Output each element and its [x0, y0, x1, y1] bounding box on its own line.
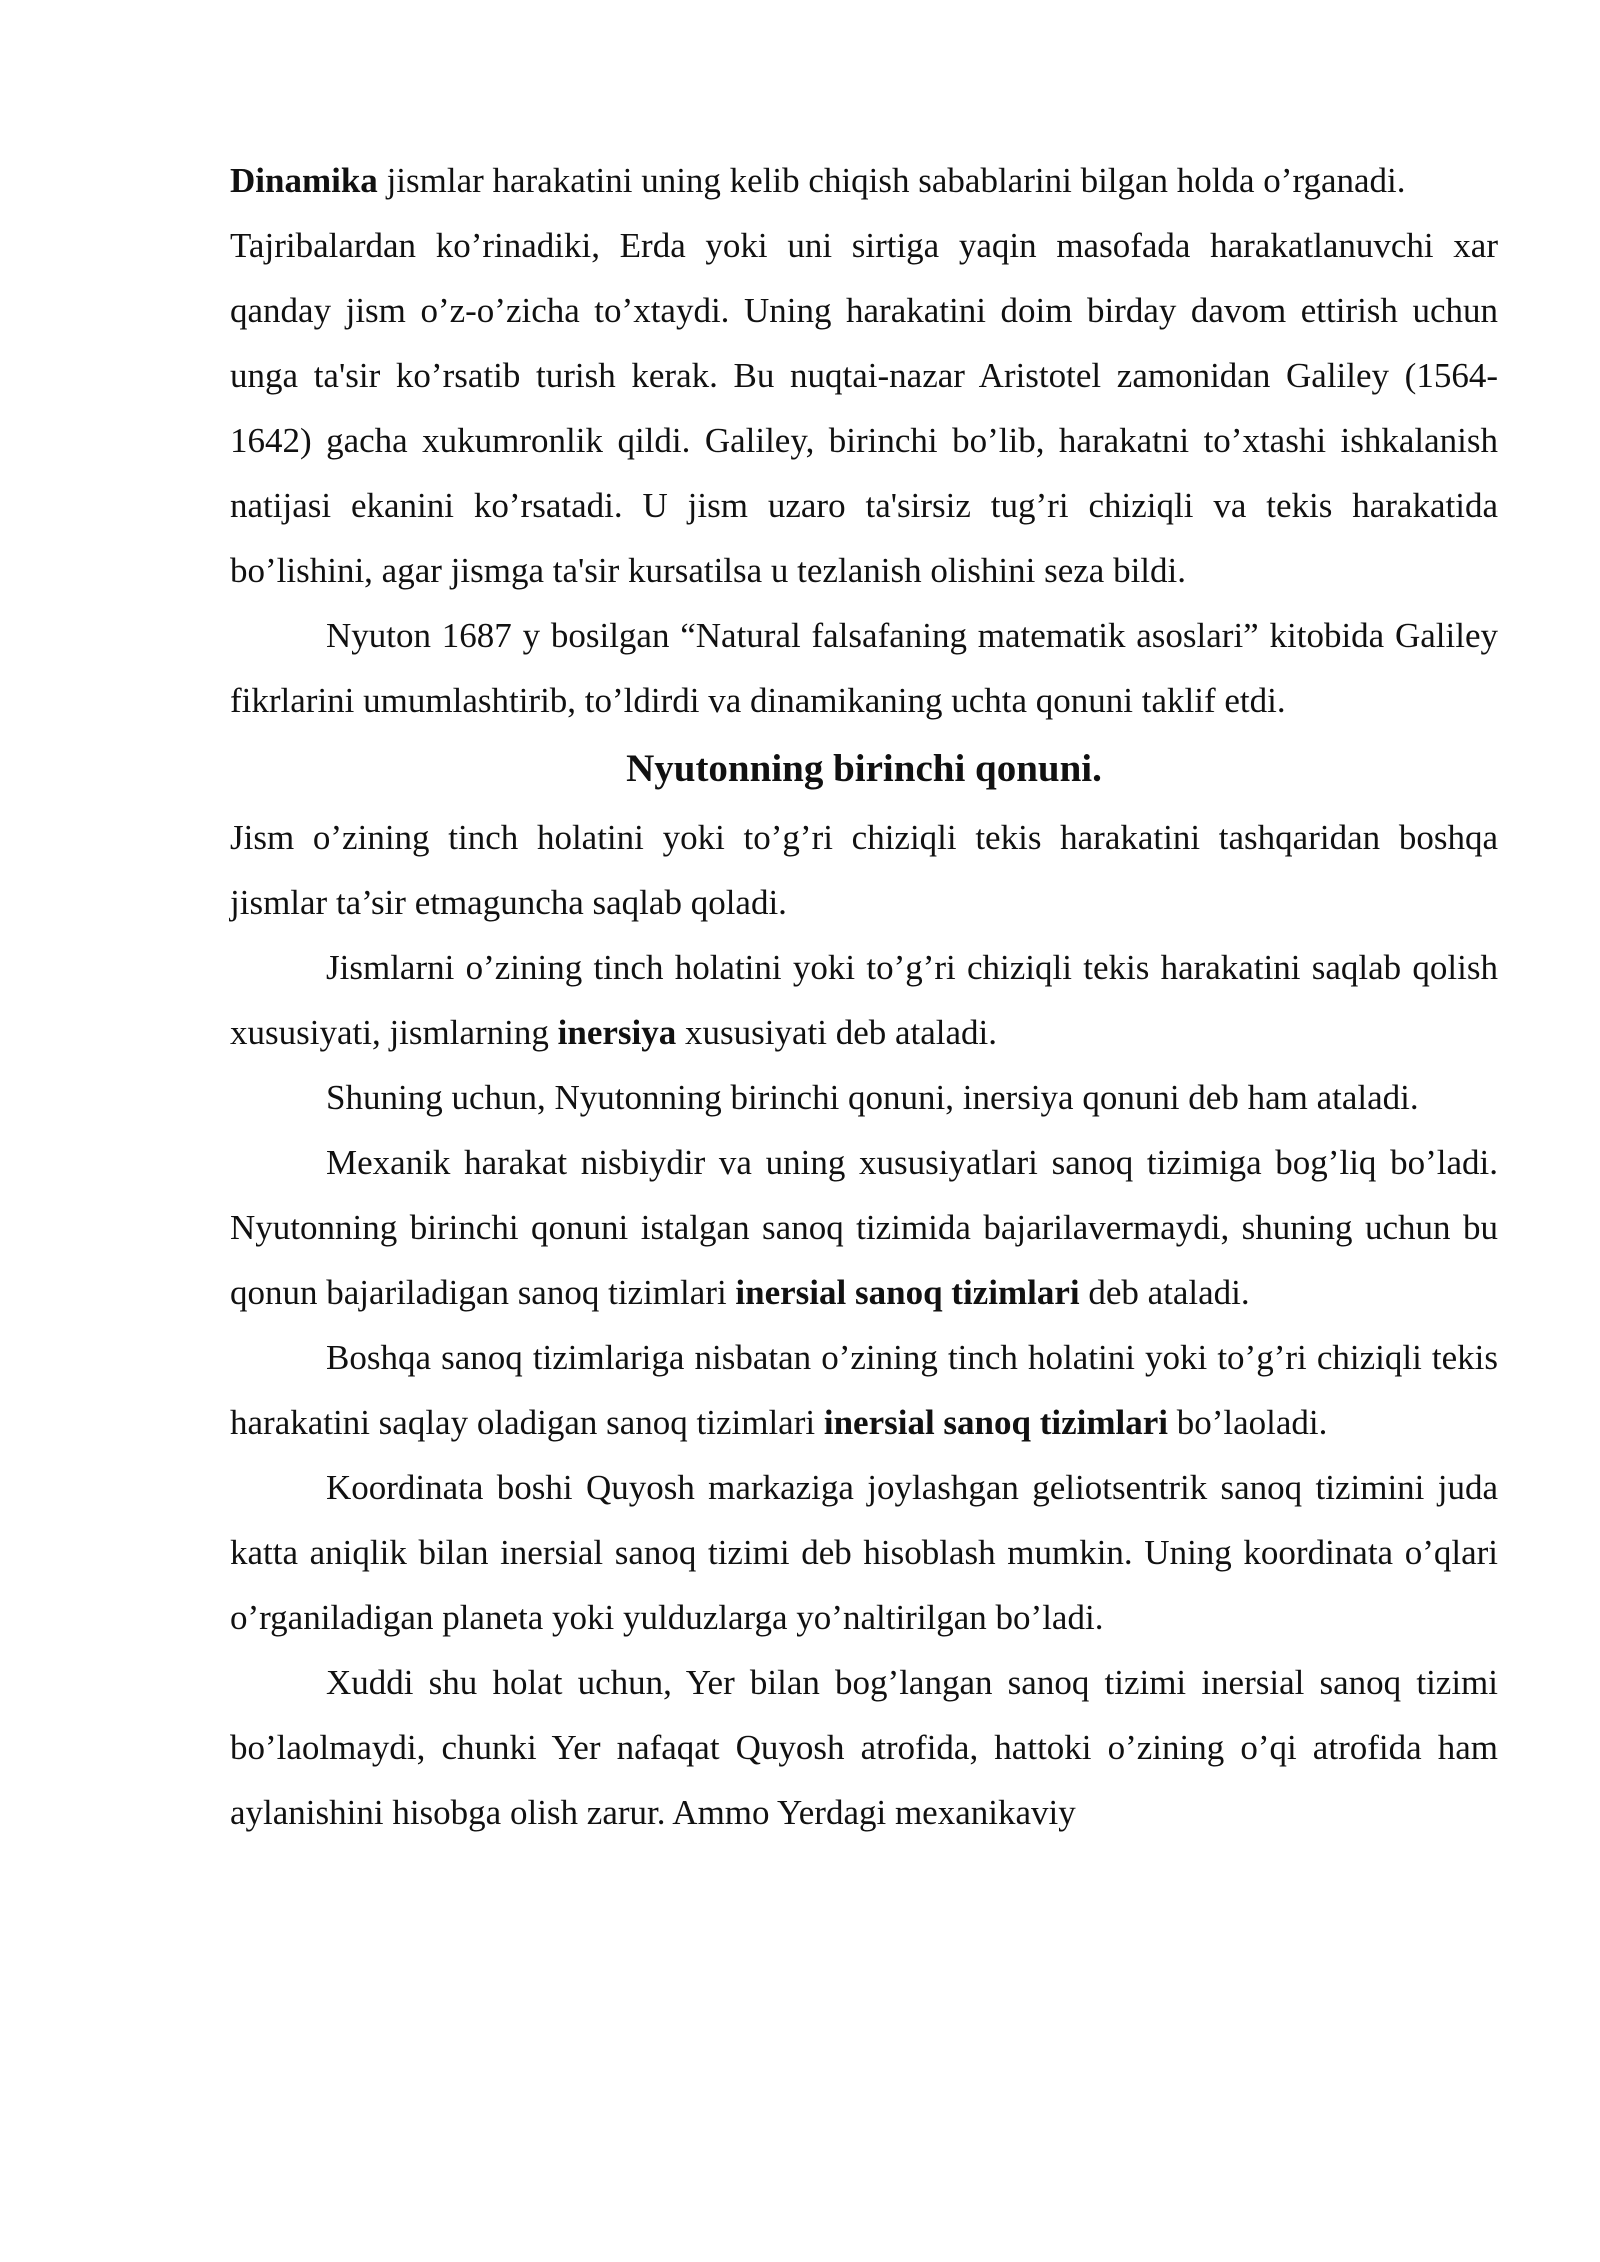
paragraph-earth-frame: Xuddi shu holat uchun, Yer bilan bog’langan sanoq tizimi inersial sanoq tizimi bo’laolmaydi, chunki Yer nafaqat Quyosh atrofida, hattoki o’zining o’qi atrofida ham aylanishini hisobga olish zarur. Ammo Yerdagi mexanikaviy: [230, 1663, 1498, 1832]
paragraph-inertia-property: [230, 935, 1498, 1065]
paragraph-heliocentric: Koordinata boshi Quyosh markaziga joylashgan geliotsentrik sanoq tizimini juda katta aniqlik bilan inersial sanoq tizimi deb hisoblash mumkin. Uning koordinata o’qlari o’rganiladigan planeta yoki yulduzlarga yo’naltirilgan bo’ladi.: [230, 1468, 1498, 1637]
paragraph-text: Boshqa sanoq tizimlariga nisbatan o’zining tinch holatini yoki to’g’ri chiziqli tekis harakatini saqlay oladigan sanoq tizimlari: [230, 1338, 1498, 1442]
paragraph-newton-book: Nyuton 1687 y bosilgan “Natural falsafaning matematik asoslari” kitobida Galiley fikrlarini umumlashtirib, to’ldirdi va dinamikaning uchta qonuni taklif etdi.: [230, 616, 1498, 720]
paragraph-text: deb ataladi.: [1079, 1273, 1250, 1312]
paragraph-first-law: Jism o’zining tinch holatini yoki to’g’ri chiziqli tekis harakatini tashqaridan boshqa jismlar ta’sir etmaguncha saqlab qoladi.: [230, 818, 1498, 922]
term-inersiya: inersiya: [557, 1013, 677, 1052]
paragraph-reference-frames: [230, 1130, 1498, 1325]
paragraph-text: xususiyati deb ataladi.: [676, 1013, 998, 1052]
paragraph-dynamics-definition: [230, 148, 1498, 213]
paragraph-inertia-law: Shuning uchun, Nyutonning birinchi qonuni, inersiya qonuni deb ham ataladi.: [326, 1078, 1419, 1117]
paragraph-text: Mexanik harakat nisbiydir va uning xususiyatlari sanoq tizimiga bog’liq bo’ladi. Nyutonning birinchi qonuni istalgan sanoq tizimida bajarilavermaydi, shuning uchun bu qonun bajariladigan sanoq tizimlari: [230, 1143, 1498, 1312]
paragraph-experiments: Tajribalardan ko’rinadiki, Erda yoki uni sirtiga yaqin masofada harakatlanuvchi xar qanday jism o’z-o’zicha to’xtaydi. Uning harakatini doim birday davom ettirish uchun unga ta'sir ko’rsatib turish kerak. Bu nuqtai-nazar Aristotel zamonidan Galiley (1564-1642) gacha xukumronlik qildi. Galiley, birinchi bo’lib, harakatni to’xtashi ishkalanish natijasi ekanini ko’rsatadi. U jism uzaro ta'sirsiz tug’ri chiziqli va tekis harakatida bo’lishini, agar jismga ta'sir kursatilsa u tezlanish olishini seza bildi.: [230, 226, 1498, 590]
paragraph-other-frames: [230, 1325, 1498, 1455]
term-inertial-frames: inersial sanoq tizimlari: [735, 1273, 1080, 1312]
paragraph-text: jismlar harakatini uning kelib chiqish sabablarini bilgan holda o’rganadi.: [377, 161, 1406, 200]
paragraph-text: Jismlarni o’zining tinch holatini yoki to’g’ri chiziqli tekis harakatini saqlab qolish xususiyati, jismlarning: [230, 948, 1498, 1052]
document-page: [230, 148, 1498, 1845]
section-heading: Nyutonning birinchi qonuni.: [626, 747, 1102, 790]
term-dinamika: Dinamika: [230, 161, 378, 200]
term-inertial-frames: inersial sanoq tizimlari: [823, 1403, 1168, 1442]
paragraph-text: bo’laoladi.: [1168, 1403, 1328, 1442]
